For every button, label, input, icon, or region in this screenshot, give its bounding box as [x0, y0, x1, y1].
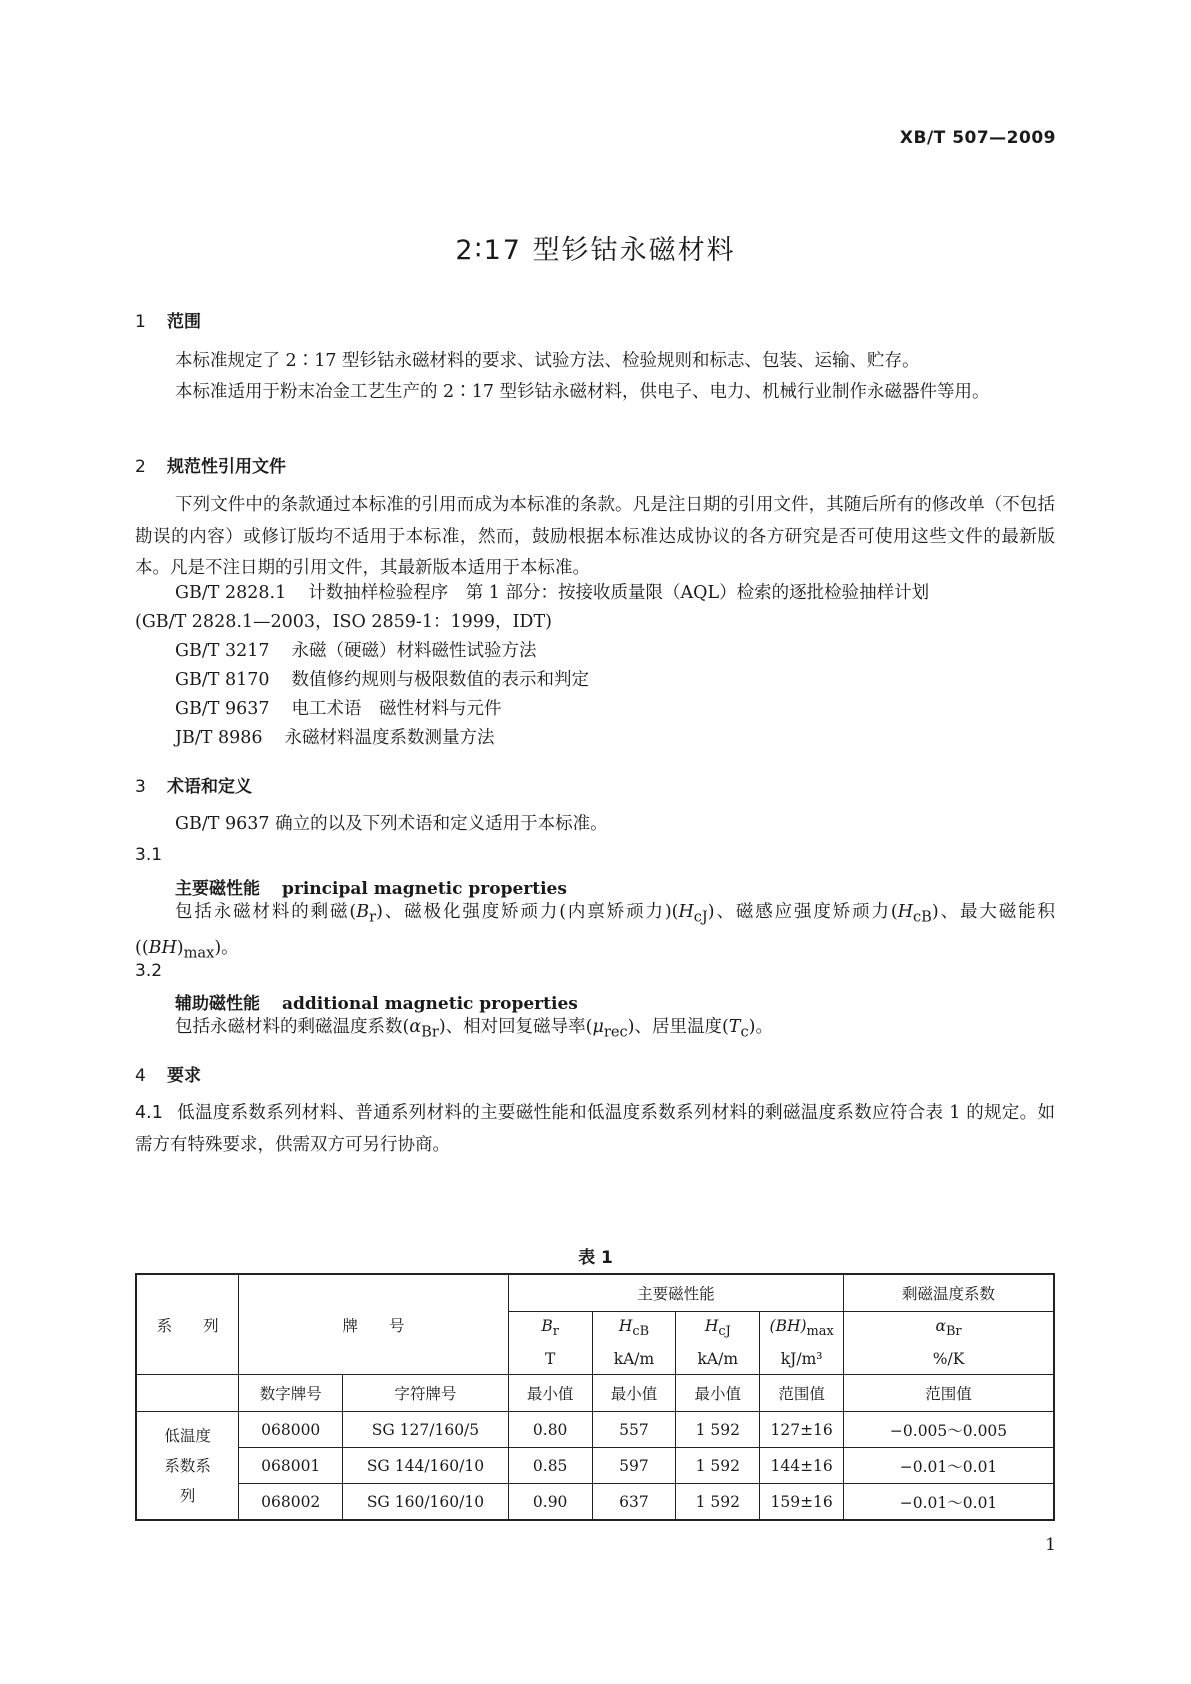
reference-title: 永磁（硬磁）材料磁性试验方法	[291, 641, 537, 661]
definition-text: )。	[214, 938, 239, 958]
reference-code: GB/T 3217	[175, 641, 270, 661]
symbol: H	[704, 1317, 719, 1336]
header-br	[508, 1312, 592, 1375]
reference-item	[175, 636, 537, 667]
symbol: μ	[592, 1017, 604, 1037]
header-temperature-coefficient: 剩磁温度系数	[844, 1274, 1054, 1312]
term-heading	[175, 989, 578, 1014]
header-hcb	[592, 1312, 676, 1375]
definition-text: )。	[748, 1017, 773, 1037]
section-number: 1	[135, 312, 146, 332]
header-hcj	[676, 1312, 760, 1375]
term-heading	[175, 874, 567, 899]
reference-item	[175, 578, 929, 609]
symbol: BH	[148, 938, 177, 958]
symbol-subscript: Br	[421, 1023, 439, 1041]
table-caption: 表 1	[578, 1248, 613, 1268]
reference-item	[175, 665, 589, 696]
symbol-subscript: cJ	[693, 908, 708, 926]
definition-text: 包括永磁材料的剩磁(	[175, 902, 357, 922]
requirement-text: 低温度系数系列材料、普通系列材料的主要磁性能和低温度系数系列材料的剩磁温度系数应符合表 1 的规定。如需方有特殊要求，供需双方可另行协商。	[135, 1103, 1055, 1155]
cell-br: 0.85	[508, 1448, 592, 1484]
header-min: 最小值	[676, 1375, 760, 1412]
scope-paragraph-2: 本标准适用于粉末冶金工艺生产的 2∶17 型钐钴永磁材料，供电子、电力、机械行业制作永磁器件等用。	[175, 382, 990, 402]
reference-title: 数值修约规则与极限数值的表示和判定	[291, 670, 590, 690]
symbol: α	[409, 1017, 422, 1037]
header-character-grade: 字符牌号	[343, 1375, 509, 1412]
reference-title: 电工术语 磁性材料与元件	[291, 699, 502, 719]
reference-code: JB/T 8986	[175, 728, 263, 748]
definition-text: )、最大磁能积((	[135, 902, 1056, 958]
symbol-subscript: r	[369, 908, 377, 926]
section-2-heading	[135, 452, 286, 477]
header-min: 最小值	[592, 1375, 676, 1412]
reference-code: GB/T 2828.1	[175, 583, 287, 603]
section-1-heading	[135, 307, 201, 332]
cell-alpha: −0.01～0.01	[844, 1448, 1054, 1484]
section-title: 要求	[167, 1066, 201, 1086]
reference-item	[175, 723, 495, 754]
symbol-subscript: cB	[632, 1324, 650, 1340]
header-alpha	[844, 1312, 1054, 1375]
unit: %/K	[932, 1349, 965, 1368]
symbol: H	[678, 902, 694, 922]
definition-text: )	[176, 938, 184, 958]
properties-table	[135, 1273, 1055, 1521]
term-chinese: 主要磁性能	[175, 879, 260, 899]
cell-hcb: 597	[592, 1448, 676, 1484]
definition-text: )、磁极化强度矫顽力(内禀矫顽力)(	[376, 902, 679, 922]
cell-character-grade: SG 160/160/10	[343, 1484, 509, 1521]
cell-bhmax: 144±16	[760, 1448, 844, 1484]
definition-text: 包括永磁材料的剩磁温度系数(	[175, 1017, 410, 1037]
term-chinese: 辅助磁性能	[175, 994, 260, 1014]
definition-text: )、相对回复磁导率(	[438, 1017, 593, 1037]
terms-intro-paragraph: GB/T 9637 确立的以及下列术语和定义适用于本标准。	[175, 814, 608, 834]
reference-code: GB/T 8170	[175, 670, 270, 690]
term-english: additional magnetic properties	[282, 994, 578, 1014]
table-row	[136, 1448, 1054, 1484]
definition-text: )、居里温度(	[627, 1017, 729, 1037]
section-title: 范围	[167, 312, 201, 332]
header-series: 系 列	[136, 1274, 239, 1375]
term-english: principal magnetic properties	[282, 879, 567, 899]
unit: kA/m	[613, 1349, 655, 1368]
document-title: 2∶17 型钐钴永磁材料	[455, 235, 736, 266]
clause-number: 3.2	[135, 961, 163, 981]
table-header-row	[136, 1274, 1054, 1312]
scope-paragraph-1: 本标准规定了 2∶17 型钐钴永磁材料的要求、试验方法、检验规则和标志、包装、运输、贮存。	[175, 351, 920, 371]
cell-hcb: 557	[592, 1412, 676, 1448]
symbol-subscript: cB	[913, 908, 932, 926]
reference-code: GB/T 9637	[175, 699, 270, 719]
section-title: 规范性引用文件	[167, 457, 286, 477]
symbol: B	[541, 1317, 553, 1336]
table-row	[136, 1412, 1054, 1448]
clause-number: 3.1	[135, 845, 163, 865]
cell-numeric-grade: 068001	[239, 1448, 343, 1484]
header-blank	[136, 1375, 239, 1412]
clause-number: 4.1	[135, 1103, 163, 1123]
table-row	[136, 1484, 1054, 1521]
standard-code: XB/T 507—2009	[899, 128, 1056, 148]
symbol: H	[897, 902, 914, 922]
definition-text: )、磁感应强度矫顽力(	[707, 902, 898, 922]
section-3-heading	[135, 772, 252, 797]
cell-hcj: 1 592	[676, 1448, 760, 1484]
symbol: (BH)	[769, 1317, 807, 1336]
unit: kJ/m³	[780, 1349, 823, 1368]
header-range: 范围值	[760, 1375, 844, 1412]
header-min: 最小值	[508, 1375, 592, 1412]
header-main-properties: 主要磁性能	[508, 1274, 843, 1312]
cell-character-grade: SG 144/160/10	[343, 1448, 509, 1484]
symbol-subscript: r	[552, 1324, 559, 1340]
series-group-cell: 低温度系数系列	[136, 1412, 239, 1521]
section-number: 4	[135, 1066, 146, 1086]
symbol-subscript: max	[183, 944, 215, 962]
reference-title: 计数抽样检验程序 第 1 部分：按接收质量限（AQL）检索的逐批检验抽样计划	[308, 583, 930, 603]
symbol-subscript: rec	[603, 1023, 628, 1041]
symbol: α	[935, 1317, 946, 1336]
header-grade: 牌 号	[239, 1274, 508, 1375]
section-number: 3	[135, 777, 146, 797]
symbol-subscript: Br	[945, 1324, 962, 1340]
cell-br: 0.80	[508, 1412, 592, 1448]
cell-alpha: −0.01～0.01	[844, 1484, 1054, 1521]
reference-item	[175, 694, 502, 725]
reference-item-continuation: (GB/T 2828.1—2003，ISO 2859-1：1999，IDT)	[135, 612, 552, 632]
term-definition	[135, 897, 1055, 969]
cell-numeric-grade: 068000	[239, 1412, 343, 1448]
cell-hcb: 637	[592, 1484, 676, 1521]
cell-hcj: 1 592	[676, 1412, 760, 1448]
symbol-subscript: cJ	[718, 1324, 731, 1340]
symbol: H	[618, 1317, 633, 1336]
cell-bhmax: 127±16	[760, 1412, 844, 1448]
cell-bhmax: 159±16	[760, 1484, 844, 1521]
cell-numeric-grade: 068002	[239, 1484, 343, 1521]
unit: kA/m	[697, 1349, 739, 1368]
section-title: 术语和定义	[167, 777, 252, 797]
symbol: T	[728, 1017, 741, 1037]
section-4-heading	[135, 1061, 201, 1086]
requirement-paragraph	[135, 1098, 1055, 1161]
normative-intro-paragraph: 下列文件中的条款通过本标准的引用而成为本标准的条款。凡是注日期的引用文件，其随后所有的修改单（不包括勘误的内容）或修订版均不适用于本标准，然而，鼓励根据本标准达成协议的各方研究是否可使用这些文件的最新版本。凡是不注日期的引用文件，其最新版本适用于本标准。	[135, 495, 1055, 578]
header-bhmax	[760, 1312, 844, 1375]
symbol-subscript: c	[740, 1023, 749, 1041]
page-number: 1	[1045, 1535, 1056, 1555]
symbol-subscript: max	[806, 1324, 834, 1340]
header-range: 范围值	[844, 1375, 1054, 1412]
header-numeric-grade: 数字牌号	[239, 1375, 343, 1412]
reference-title: 永磁材料温度系数测量方法	[284, 728, 495, 748]
cell-character-grade: SG 127/160/5	[343, 1412, 509, 1448]
table-header-row	[136, 1375, 1054, 1412]
term-definition	[135, 1012, 1055, 1048]
cell-br: 0.90	[508, 1484, 592, 1521]
symbol: B	[356, 902, 370, 922]
section-number: 2	[135, 457, 146, 477]
cell-alpha: −0.005～0.005	[844, 1412, 1054, 1448]
cell-hcj: 1 592	[676, 1484, 760, 1521]
unit: T	[545, 1349, 556, 1368]
